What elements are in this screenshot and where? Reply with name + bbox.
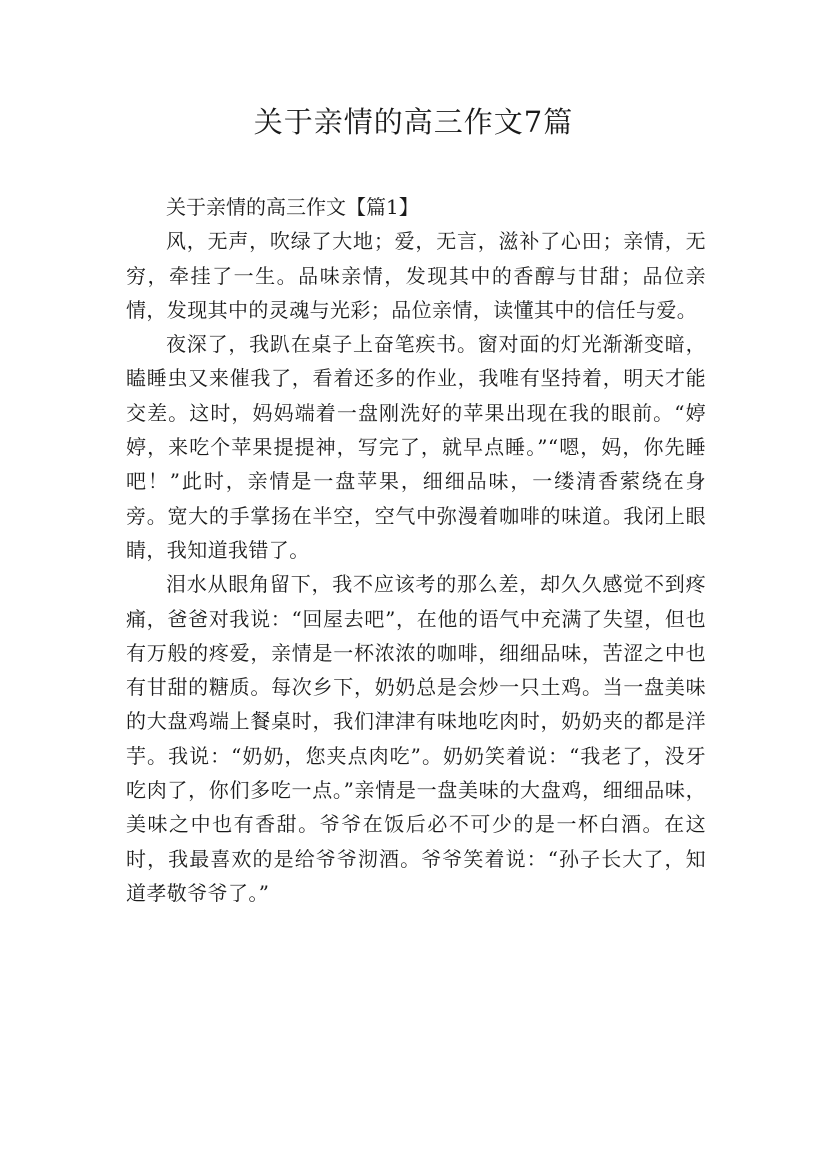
section-heading: 关于亲情的高三作文【篇1】 [166,195,419,219]
document-title: 关于亲情的高三作文7篇 [253,105,574,139]
paragraph-1: 风，无声，吹绿了大地；爱，无言，滋补了心田；亲情，无穷，牵挂了一生。品味亲情，发现其中的香醇与甘甜；品位亲情，发现其中的灵魂与光彩；品位亲情，读懂其中的信任与爱。 [126,229,706,322]
paragraph-2: 夜深了，我趴在桌子上奋笔疾书。窗对面的灯光渐渐变暗，瞌睡虫又来催我了，看着还多的作业，我唯有坚持着，明天才能交差。这时，妈妈端着一盘刚洗好的苹果出现在我的眼前。“婷婷，来吃个苹果提提神，写完了，就早点睡。”“嗯，妈，你先睡吧！”此时，亲情是一盘苹果，细细品味，一缕清香萦绕在身旁。宽大的手掌扬在半空，空气中弥漫着咖啡的味道。我闭上眼睛，我知道我错了。 [126,332,706,562]
document-body [126,190,706,910]
paragraph-3: 泪水从眼角留下，我不应该考的那么差，却久久感觉不到疼痛，爸爸对我说：“回屋去吧”，在他的语气中充满了失望，但也有万般的疼爱，亲情是一杯浓浓的咖啡，细细品味，苦涩之中也有甘甜的糖质。每次乡下，奶奶总是会炒一只土鸡。当一盘美味的大盘鸡端上餐桌时，我们津津有味地吃肉时，奶奶夹的都是洋芋。我说：“奶奶，您夹点肉吃”。奶奶笑着说：“我老了，没牙吃肉了，你们多吃一点。”亲情是一盘美味的大盘鸡，细细品味，美味之中也有香甜。爷爷在饭后必不可少的是一杯白酒。在这时，我最喜欢的是给爷爷沏酒。爷爷笑着说：“孙子长大了，知道孝敬爷爷了。” [126,572,706,905]
